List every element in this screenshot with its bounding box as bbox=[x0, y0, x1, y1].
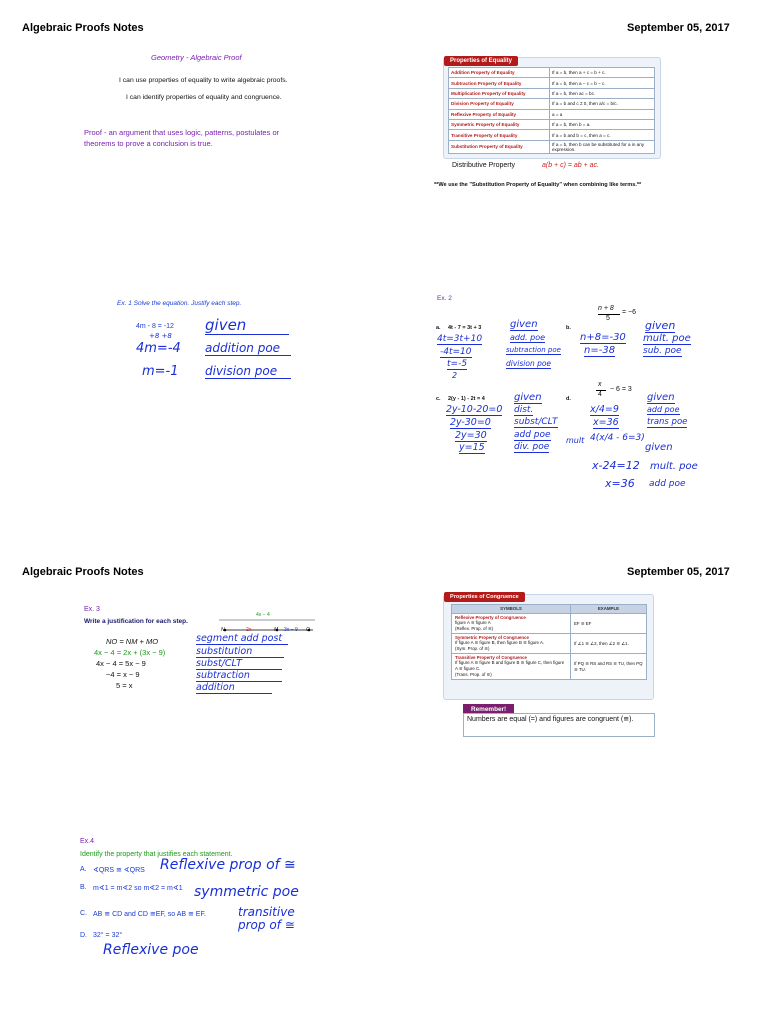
ex2d-alt-step-3: x=36 bbox=[605, 477, 635, 490]
ex2d-alt-reason-2: mult. poe bbox=[650, 461, 698, 472]
property-name: Transitive Property of Equality bbox=[449, 130, 550, 140]
ex2c-problem: 2(y - 1) - 2t = 4 bbox=[448, 396, 485, 402]
example-cell: If PQ ≅ RS and RS ≅ TU, then PQ ≅ TU. bbox=[571, 654, 647, 680]
property-symbol: figure A ≅ figure A bbox=[455, 620, 491, 625]
ex3-step-4: −4 = x − 9 bbox=[106, 670, 140, 679]
example-cell: If ∠1 ≅ ∠2, then ∠2 ≅ ∠1. bbox=[571, 634, 647, 654]
ex2c-reason-3: subst/CLT bbox=[514, 417, 558, 427]
ex2d-alt-prefix: mult bbox=[566, 436, 585, 445]
ex4-item-b-label: B. bbox=[80, 884, 87, 891]
ex2d-alt-reason-1: given bbox=[645, 442, 673, 453]
page-title: Algebraic Proofs Notes bbox=[22, 22, 144, 34]
ex4-item-d-answer: Reflexive poe bbox=[103, 942, 199, 958]
proof-definition-1: Proof - an argument that uses logic, patterns, postulates or bbox=[84, 128, 280, 137]
property-desc: If a = b, then a + c = b + c. bbox=[550, 68, 655, 78]
ex1-step-4: m=-1 bbox=[142, 364, 179, 379]
segment-point-o: O bbox=[306, 627, 310, 633]
ex1-step-1: 4m - 8 = -12 bbox=[136, 323, 174, 330]
ex3-reason-4: subtraction bbox=[196, 670, 282, 682]
ex3-step-2: 4x − 4 = 2x + (3x − 9) bbox=[94, 648, 166, 657]
remember-title: Remember! bbox=[463, 704, 514, 715]
ex4-item-d-label: D. bbox=[80, 932, 87, 939]
property-abbrev: (Trans. Prop. of ≅) bbox=[455, 672, 492, 677]
ex4-item-a-label: A. bbox=[80, 866, 87, 873]
table-row bbox=[449, 88, 655, 98]
ex1-step-2: +8 +8 bbox=[149, 332, 172, 340]
ex2c-label: c. bbox=[436, 396, 441, 402]
property-name: Substitution Property of Equality bbox=[449, 140, 550, 153]
ex2a-step-1: 4t=3t+10 bbox=[437, 334, 483, 344]
table-header-row bbox=[452, 605, 647, 614]
ex3-instruction: Write a justification for each step. bbox=[84, 618, 188, 625]
ex3-reason-5: addition bbox=[196, 682, 272, 694]
segment-point-n: N bbox=[221, 627, 225, 633]
ex4-item-c-text: AB ≅ CD and CD ≅EF, so AB ≅ EF. bbox=[93, 911, 206, 918]
ex2d-step-2: x=36 bbox=[593, 417, 619, 428]
equality-table-title: Properties of Equality bbox=[444, 56, 518, 66]
ex2a-step-4: 2 bbox=[452, 371, 458, 380]
ex1-reason-1: given bbox=[205, 316, 289, 335]
ex2b-step-1: n+8=-30 bbox=[580, 332, 626, 343]
ex2a-reason-1: given bbox=[510, 319, 538, 330]
property-desc: If a = b, then ac = bc. bbox=[550, 88, 655, 98]
ex2d-alt-reason-3: add poe bbox=[649, 479, 686, 489]
ex2b-denominator: 5 bbox=[606, 315, 610, 322]
ex4-item-b-text: m∢1 = m∢2 so m∢2 = m∢1 bbox=[93, 885, 183, 892]
ex3-reason-3: subst/CLT bbox=[196, 658, 282, 670]
property-name: Transitive Property of Congruence bbox=[455, 655, 527, 660]
ex2c-step-1: 2y-10-20=0 bbox=[446, 404, 503, 415]
page-date: September 05, 2017 bbox=[627, 566, 730, 578]
property-desc: If a = b, then b can be substituted for a in any expression. bbox=[550, 140, 655, 153]
congruence-table bbox=[451, 604, 647, 680]
ex2d-label: d. bbox=[566, 396, 571, 402]
ex2d-rhs: − 6 = 3 bbox=[610, 386, 632, 393]
property-desc: a = a bbox=[550, 109, 655, 119]
property-name: Reflexive Property of Equality bbox=[449, 109, 550, 119]
ex1-reason-3: division poe bbox=[205, 364, 291, 379]
ex3-reason-1: segment add post bbox=[196, 633, 288, 645]
ex4-title: Ex.4 bbox=[80, 838, 95, 845]
objective-1: I can use properties of equality to write algebraic proofs. bbox=[119, 77, 288, 84]
ex4-item-a-text: ∢QRS ≅ ∢QRS bbox=[93, 867, 145, 874]
ex2d-reason-1: given bbox=[647, 392, 675, 403]
table-row bbox=[449, 119, 655, 129]
congruence-table-title: Properties of Congruence bbox=[444, 592, 525, 602]
ex3-step-3: 4x − 4 = 5x − 9 bbox=[96, 659, 146, 668]
ex4-item-c-answer: transitive prop of ≅ bbox=[238, 905, 295, 932]
ex2d-numerator: x bbox=[598, 381, 602, 388]
ex2a-problem: 4t - 7 = 3t + 3 bbox=[448, 325, 482, 331]
objective-2: I can identify properties of equality and congruence. bbox=[126, 94, 282, 101]
distributive-label: Distributive Property bbox=[452, 162, 516, 169]
ex2b-reason-1: given bbox=[645, 319, 676, 332]
remember-text: Numbers are equal (=) and figures are congruent (≅). bbox=[463, 713, 655, 737]
example-cell: EF ≅ EF bbox=[571, 614, 647, 634]
ex2d-reason-2: add poe bbox=[647, 405, 680, 414]
table-row bbox=[449, 140, 655, 153]
property-desc: If a = b, then a − c = b − c. bbox=[550, 78, 655, 88]
ex2c-step-4: y=15 bbox=[459, 442, 485, 453]
ex2a-step-2: -4t=10 bbox=[440, 347, 472, 357]
ex2d-alt-step-2: x-24=12 bbox=[592, 459, 640, 472]
property-name: Division Property of Equality bbox=[449, 99, 550, 109]
property-name: Reflexive Property of Congruence bbox=[455, 615, 526, 620]
ex2a-step-3: t=-5 bbox=[447, 359, 468, 369]
ex2d-reason-3: trans poe bbox=[647, 417, 688, 427]
table-row bbox=[449, 78, 655, 88]
ex2c-step-3: 2y=30 bbox=[455, 430, 487, 441]
col-example: EXAMPLE bbox=[571, 605, 647, 614]
ex2b-label: b. bbox=[566, 325, 571, 331]
ex3-step-1: NO = NM + MO bbox=[106, 637, 159, 646]
symbol-cell bbox=[452, 654, 571, 680]
ex2b-reason-2: mult. poe bbox=[643, 333, 691, 344]
ex4-item-c-label: C. bbox=[80, 910, 87, 917]
ex4-item-a-answer: Reflexive prop of ≅ bbox=[160, 857, 296, 873]
segment-total-label: 4x − 4 bbox=[256, 612, 270, 618]
ex3-title: Ex. 3 bbox=[84, 606, 100, 613]
property-symbol: If figure A ≅ figure B and figure B ≅ figure C, then figure A ≅ figure C. bbox=[455, 660, 565, 671]
ex4-item-b-answer: symmetric poe bbox=[194, 884, 299, 900]
property-desc: If a = b, then b = a. bbox=[550, 119, 655, 129]
symbol-cell bbox=[452, 634, 571, 654]
property-abbrev: (Reflex. Prop. of ≅) bbox=[455, 626, 494, 631]
segment-point-m: M bbox=[274, 627, 279, 633]
ex2c-step-2: 2y-30=0 bbox=[450, 417, 491, 428]
ex3-step-5: 5 = x bbox=[116, 681, 133, 690]
ex2a-reason-4: division poe bbox=[506, 359, 552, 368]
segment-mo-label: 3x − 9 bbox=[284, 627, 298, 633]
property-name: Symmetric Property of Equality bbox=[449, 119, 550, 129]
ex3-reason-2: substitution bbox=[196, 646, 284, 658]
page-date: September 05, 2017 bbox=[627, 22, 730, 34]
ex2d-alt-step-1: 4(x/4 - 6=3) bbox=[590, 433, 645, 443]
ex2a-label: a. bbox=[436, 325, 441, 331]
table-row bbox=[449, 99, 655, 109]
ex2c-reason-4: add poe bbox=[514, 430, 551, 440]
property-symbol: If figure A ≅ figure B, then figure B ≅ figure A. bbox=[455, 640, 545, 645]
table-row bbox=[452, 634, 647, 654]
col-symbols: SYMBOLS bbox=[452, 605, 571, 614]
substitution-note: **We use the "Substitution Property of Equality" when combining like terms.** bbox=[434, 182, 642, 188]
table-row bbox=[452, 614, 647, 634]
table-row bbox=[449, 130, 655, 140]
ex2b-step-2: n=-38 bbox=[584, 345, 616, 356]
ex1-step-3: 4m=-4 bbox=[136, 341, 181, 356]
ex2b-numerator: n + 8 bbox=[598, 305, 614, 312]
ex2b-rhs: = −6 bbox=[622, 309, 637, 316]
ex2-title: Ex. 2 bbox=[437, 295, 452, 302]
ex2c-reason-2: dist. bbox=[514, 405, 534, 415]
slide-title: Geometry - Algebraic Proof bbox=[151, 53, 242, 62]
proof-definition-2: theorems to prove a conclusion is true. bbox=[84, 139, 213, 148]
ex1-reason-2: addition poe bbox=[205, 341, 291, 356]
ex2a-reason-2: add. poe bbox=[510, 333, 546, 342]
property-name: Multiplication Property of Equality bbox=[449, 88, 550, 98]
ex2b-reason-3: sub. poe bbox=[643, 346, 682, 356]
property-desc: If a = b and b = c, then a = c. bbox=[550, 130, 655, 140]
symbol-cell bbox=[452, 614, 571, 634]
property-name: Addition Property of Equality bbox=[449, 68, 550, 78]
property-abbrev: (Sym. Prop. of ≅) bbox=[455, 646, 490, 651]
ex4-instruction: Identify the property that justifies each statement. bbox=[80, 851, 233, 858]
property-desc: If a = b and c ≠ 0, then a/c = b/c. bbox=[550, 99, 655, 109]
segment-nm-label: 2x bbox=[246, 627, 252, 633]
ex2a-reason-3: subtraction poe bbox=[506, 346, 561, 354]
ex2d-step-1: x/4=9 bbox=[590, 404, 619, 415]
property-name: Symmetric Property of Congruence bbox=[455, 635, 529, 640]
ex2c-reason-5: div. poe bbox=[514, 442, 550, 452]
table-row bbox=[449, 68, 655, 78]
table-row bbox=[449, 109, 655, 119]
table-row bbox=[452, 654, 647, 680]
distributive-formula: a(b + c) = ab + ac. bbox=[542, 162, 600, 169]
equality-table bbox=[448, 67, 655, 154]
ex1-title: Ex. 1 Solve the equation. Justify each step. bbox=[117, 300, 242, 307]
property-name: Subtraction Property of Equality bbox=[449, 78, 550, 88]
ex2c-reason-1: given bbox=[514, 392, 542, 403]
ex4-item-d-text: 32° = 32° bbox=[93, 932, 123, 939]
page-title: Algebraic Proofs Notes bbox=[22, 566, 144, 578]
ex2d-denominator: 4 bbox=[598, 391, 602, 398]
